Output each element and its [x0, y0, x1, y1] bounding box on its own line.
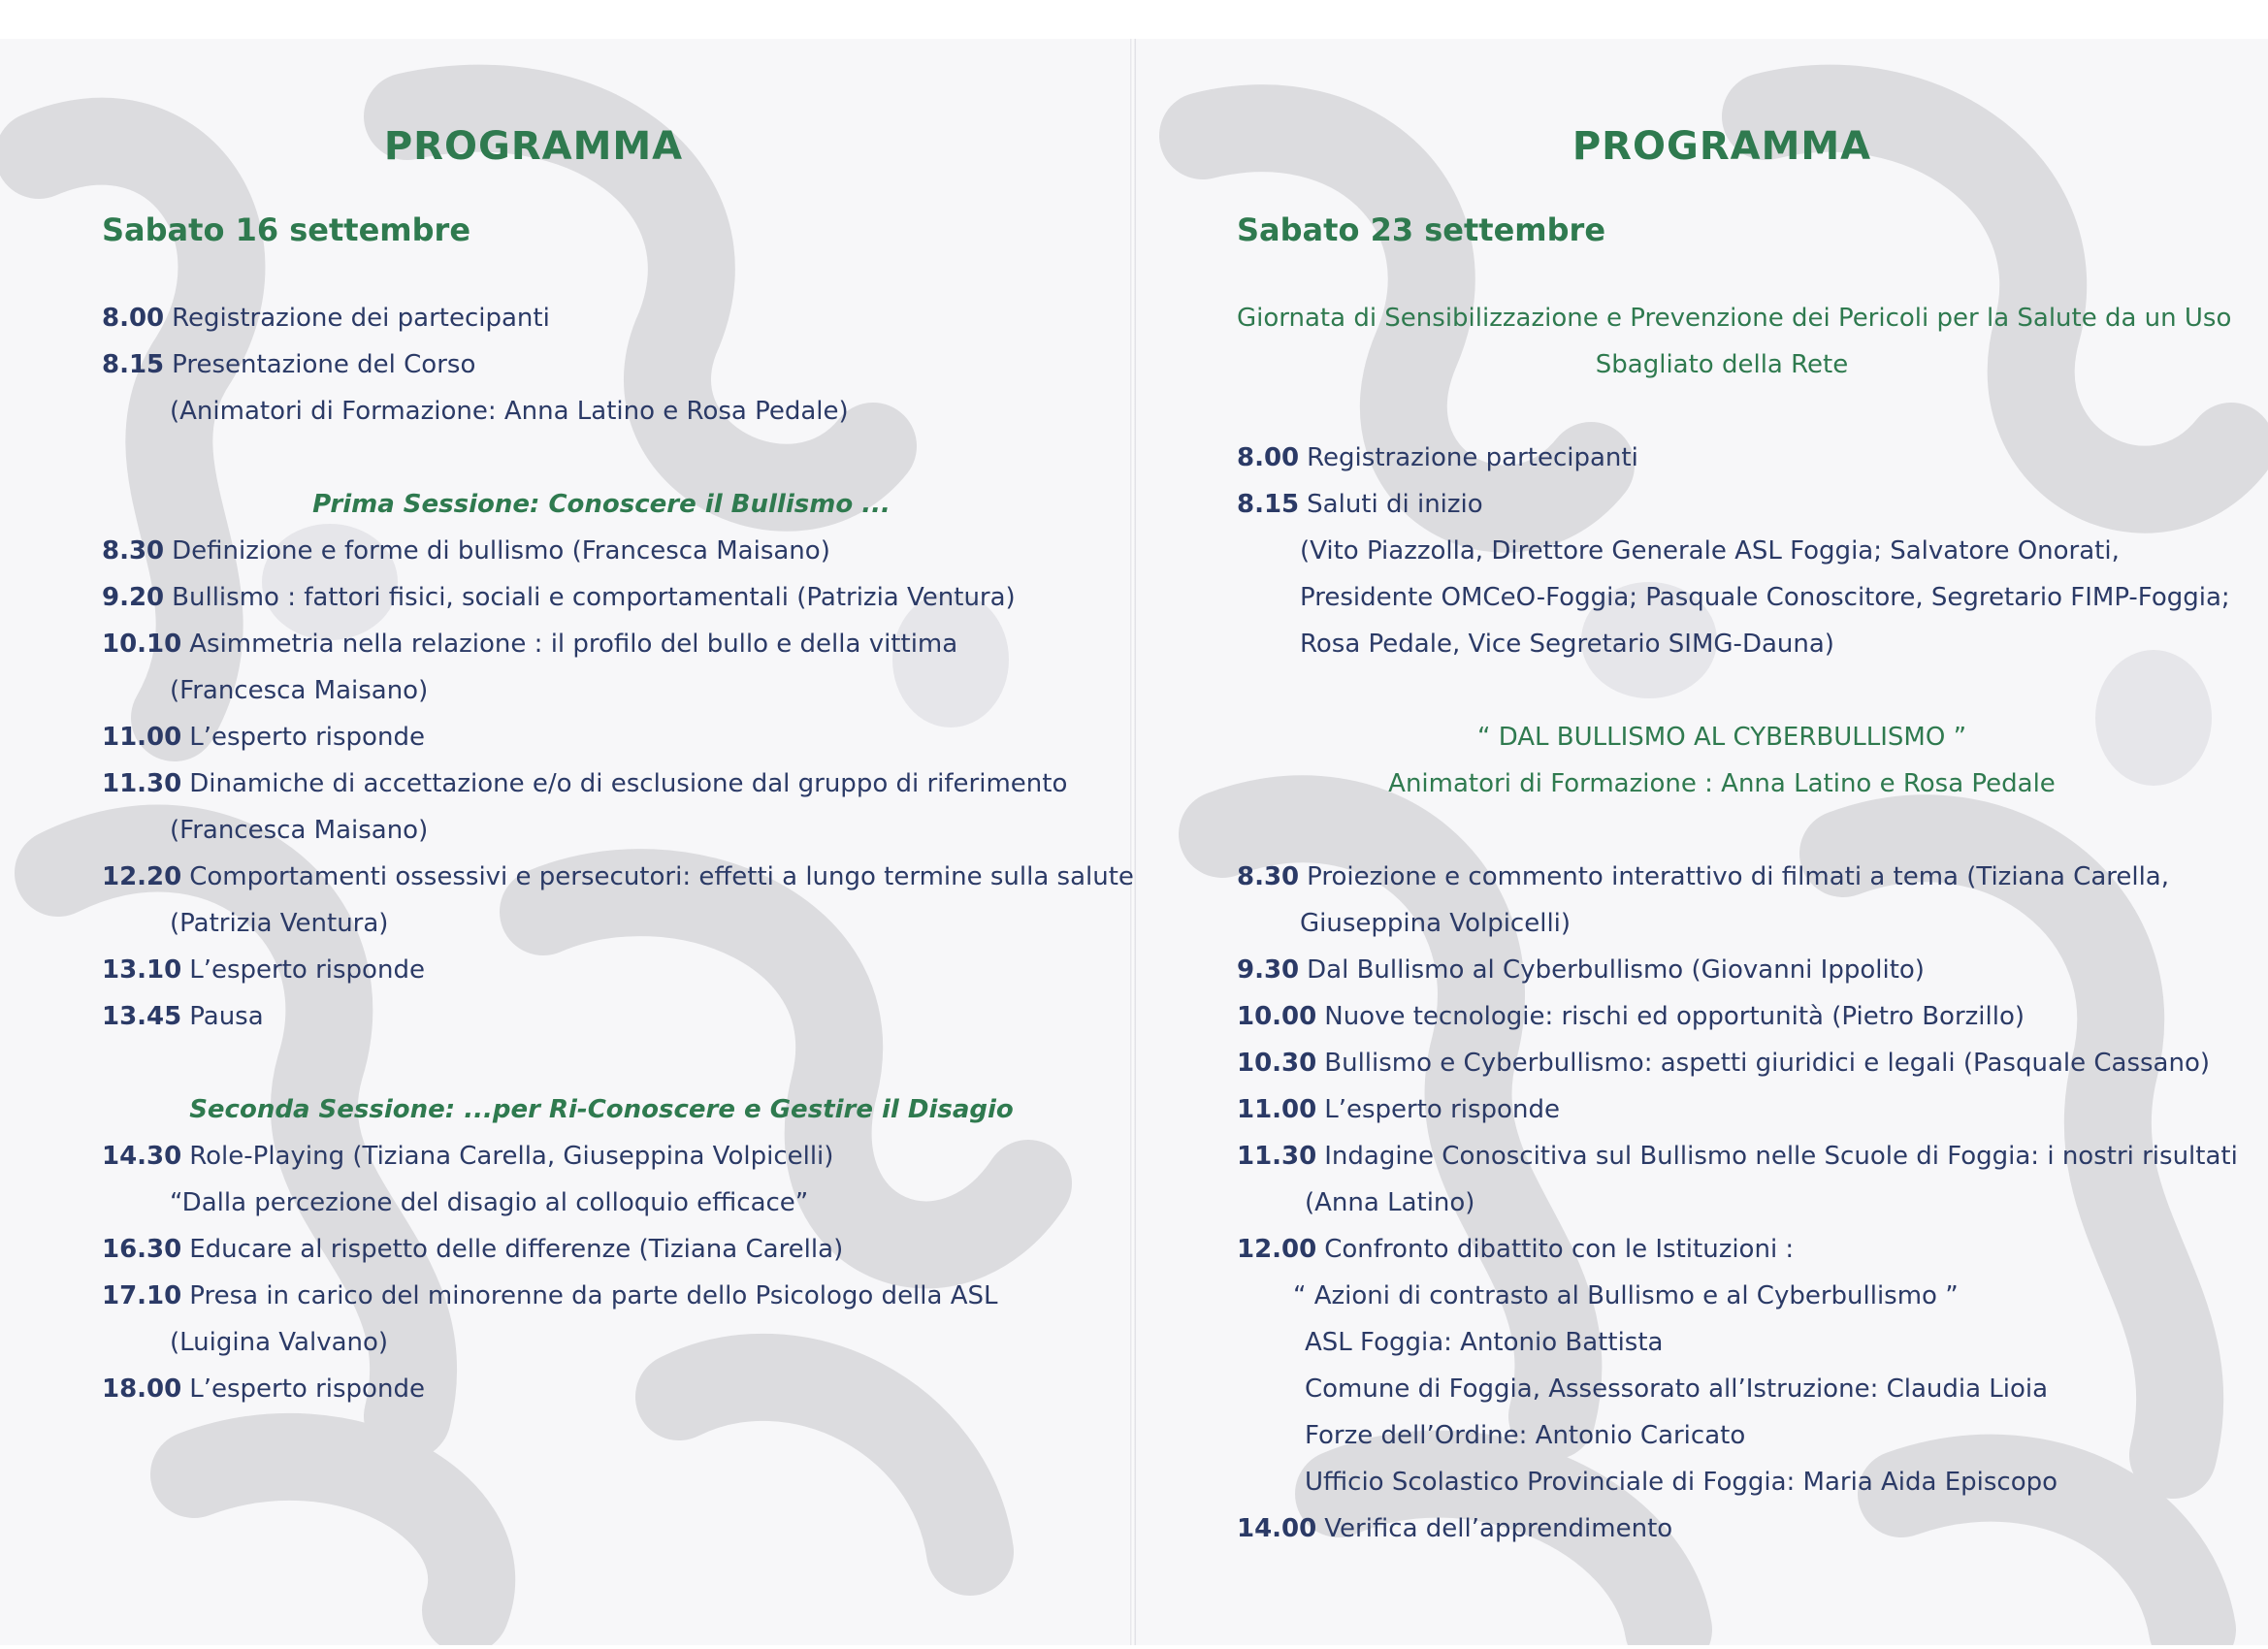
item-text: Registrazione partecipanti: [1307, 443, 1638, 472]
schedule-note: [1237, 1319, 2207, 1366]
item-text: Dal Bullismo al Cyberbullismo (Giovanni Ippolito): [1307, 955, 1925, 985]
session-heading: [102, 1086, 1101, 1133]
page-title: PROGRAMMA: [383, 124, 684, 169]
time-label: 12.20: [102, 862, 182, 891]
item-text: Giornata di Sensibilizzazione e Prevenzione dei Pericoli per la Salute da un Uso: [1237, 304, 2232, 333]
schedule-note: [1237, 760, 2207, 807]
schedule-note: [102, 388, 1101, 435]
item-text: Seconda Sessione: ...per Ri-Conoscere e Gestire il Disagio: [189, 1095, 1014, 1124]
schedule-note: [1237, 1412, 2207, 1459]
item-text: (Anna Latino): [1305, 1188, 1475, 1217]
item-text: Verifica dell’apprendimento: [1324, 1514, 1673, 1543]
time-label: 17.10: [102, 1281, 182, 1310]
schedule-item: [102, 574, 1101, 621]
time-label: 11.00: [1237, 1095, 1317, 1124]
time-label: 8.00: [1237, 443, 1300, 472]
item-text: Animatori di Formazione : Anna Latino e Rosa Pedale: [1388, 769, 2056, 798]
item-text: Bullismo : fattori fisici, sociali e comportamentali (Patrizia Ventura): [172, 583, 1016, 612]
time-label: 12.00: [1237, 1235, 1317, 1264]
item-text: (Vito Piazzolla, Direttore Generale ASL Foggia; Salvatore Onorati,: [1300, 536, 2120, 566]
item-text: Sbagliato della Rete: [1595, 350, 1849, 379]
schedule-item: [102, 1366, 1101, 1412]
schedule-item: [1237, 481, 2207, 528]
time-label: 14.00: [1237, 1514, 1317, 1543]
day-heading: Sabato 16 settembre: [102, 211, 471, 248]
item-text: L’esperto risponde: [189, 723, 425, 752]
schedule-note: [1237, 295, 2232, 341]
item-text: Proiezione e commento interattivo di filmati a tema (Tiziana Carella,: [1307, 862, 2170, 891]
schedule-item: [102, 295, 1101, 341]
item-text: Nuove tecnologie: rischi ed opportunità (Pietro Borzillo): [1324, 1002, 2025, 1031]
schedule-item: [102, 1226, 1101, 1273]
item-text: Educare al rispetto delle differenze (Tiziana Carella): [189, 1235, 844, 1264]
item-text: “ Azioni di contrasto al Bullismo e al Cyberbullismo ”: [1293, 1281, 1959, 1310]
right-panel: [1237, 39, 2238, 1645]
time-label: 10.00: [1237, 1002, 1317, 1031]
schedule-note: [1237, 621, 2207, 667]
schedule-note: [102, 1319, 1101, 1366]
time-label: 13.45: [102, 1002, 182, 1031]
item-text: (Francesca Maisano): [170, 676, 429, 705]
item-text: ASL Foggia: Antonio Battista: [1305, 1328, 1664, 1357]
schedule-note: [1237, 1459, 2207, 1505]
item-text: Forze dell’Ordine: Antonio Caricato: [1305, 1421, 1746, 1450]
schedule-item: [102, 714, 1101, 760]
page-title: PROGRAMMA: [1571, 124, 1872, 169]
schedule-item: [102, 993, 1101, 1040]
time-label: 11.00: [102, 723, 182, 752]
schedule-item: [1237, 435, 2207, 481]
schedule-note: [1237, 341, 2207, 388]
item-text: “ DAL BULLISMO AL CYBERBULLISMO ”: [1476, 723, 1967, 752]
time-label: 8.30: [102, 536, 165, 566]
leaflet-sheet: [0, 39, 2268, 1645]
item-text: L’esperto risponde: [1324, 1095, 1560, 1124]
schedule-item: [1237, 1040, 2211, 1086]
schedule-note: [102, 1180, 1101, 1226]
schedule-item: [102, 947, 1101, 993]
schedule-note: [102, 900, 1101, 947]
item-text: Presa in carico del minorenne da parte dello Psicologo della ASL: [189, 1281, 998, 1310]
fold-line: [1130, 39, 1136, 1645]
time-label: 14.30: [102, 1142, 182, 1171]
time-label: 10.30: [1237, 1049, 1317, 1078]
schedule-note: [102, 807, 1101, 854]
time-label: 16.30: [102, 1235, 182, 1264]
schedule-note: [1237, 900, 2207, 947]
schedule-item: [1237, 1226, 2207, 1273]
schedule-item: [102, 1273, 1101, 1319]
schedule-note: [102, 667, 1101, 714]
item-text: Confronto dibattito con le Istituzioni :: [1324, 1235, 1795, 1264]
item-text: L’esperto risponde: [189, 955, 425, 985]
schedule-item: [102, 760, 1101, 807]
time-label: 11.30: [1237, 1142, 1317, 1171]
item-text: Prima Sessione: Conoscere il Bullismo ...: [312, 490, 891, 519]
schedule-note: [1237, 1180, 2207, 1226]
schedule-item: [1237, 1505, 2207, 1552]
item-text: Dinamiche di accettazione e/o di esclusione dal gruppo di riferimento: [189, 769, 1068, 798]
time-label: 8.15: [102, 350, 165, 379]
session-heading: [102, 481, 1101, 528]
item-text: Definizione e forme di bullismo (Francesca Maisano): [172, 536, 830, 566]
left-panel: [102, 39, 1134, 1645]
item-text: Pausa: [189, 1002, 264, 1031]
item-text: Role-Playing (Tiziana Carella, Giuseppina Volpicelli): [189, 1142, 834, 1171]
item-text: (Animatori di Formazione: Anna Latino e Rosa Pedale): [170, 397, 849, 426]
time-label: 8.00: [102, 304, 165, 333]
item-text: Presidente OMCeO-Foggia; Pasquale Conoscitore, Segretario FIMP-Foggia;: [1300, 583, 2230, 612]
schedule-note: [1237, 528, 2207, 574]
item-text: Indagine Conoscitiva sul Bullismo nelle Scuole di Foggia: i nostri risultati: [1324, 1142, 2238, 1171]
schedule-item: [1237, 1133, 2238, 1180]
time-label: 9.30: [1237, 955, 1300, 985]
item-text: L’esperto risponde: [189, 1374, 425, 1404]
item-text: Bullismo e Cyberbullismo: aspetti giuridici e legali (Pasquale Cassano): [1324, 1049, 2211, 1078]
item-text: Comportamenti ossessivi e persecutori: effetti a lungo termine sulla salute: [189, 862, 1134, 891]
item-text: Presentazione del Corso: [172, 350, 476, 379]
schedule-note: [1237, 574, 2230, 621]
item-text: Registrazione dei partecipanti: [172, 304, 550, 333]
time-label: 9.20: [102, 583, 165, 612]
item-text: Asimmetria nella relazione : il profilo del bullo e della vittima: [189, 630, 958, 659]
item-text: Saluti di inizio: [1307, 490, 1483, 519]
time-label: 18.00: [102, 1374, 182, 1404]
time-label: 8.15: [1237, 490, 1300, 519]
schedule-note: [1237, 1366, 2207, 1412]
item-text: Giuseppina Volpicelli): [1300, 909, 1571, 938]
item-text: Ufficio Scolastico Provinciale di Foggia: Maria Aida Episcopo: [1305, 1468, 2058, 1497]
item-text: “Dalla percezione del disagio al colloquio efficace”: [170, 1188, 809, 1217]
item-text: (Luigina Valvano): [170, 1328, 389, 1357]
schedule-note: [1237, 1273, 2207, 1319]
time-label: 10.10: [102, 630, 182, 659]
day-heading: Sabato 23 settembre: [1237, 211, 1606, 248]
schedule-item: [102, 854, 1134, 900]
schedule-item: [1237, 947, 2207, 993]
schedule-item: [1237, 993, 2207, 1040]
item-text: Comune di Foggia, Assessorato all’Istruzione: Claudia Lioia: [1305, 1374, 2049, 1404]
schedule-item: [102, 1133, 1101, 1180]
time-label: 11.30: [102, 769, 182, 798]
item-text: Rosa Pedale, Vice Segretario SIMG-Dauna): [1300, 630, 1834, 659]
schedule-item: [102, 621, 1101, 667]
time-label: 8.30: [1237, 862, 1300, 891]
item-text: (Francesca Maisano): [170, 816, 429, 845]
schedule-item: [1237, 854, 2207, 900]
schedule-item: [102, 528, 1101, 574]
schedule-item: [1237, 1086, 2207, 1133]
item-text: (Patrizia Ventura): [170, 909, 389, 938]
time-label: 13.10: [102, 955, 182, 985]
schedule-item: [102, 341, 1101, 388]
schedule-note: [1237, 714, 2207, 760]
